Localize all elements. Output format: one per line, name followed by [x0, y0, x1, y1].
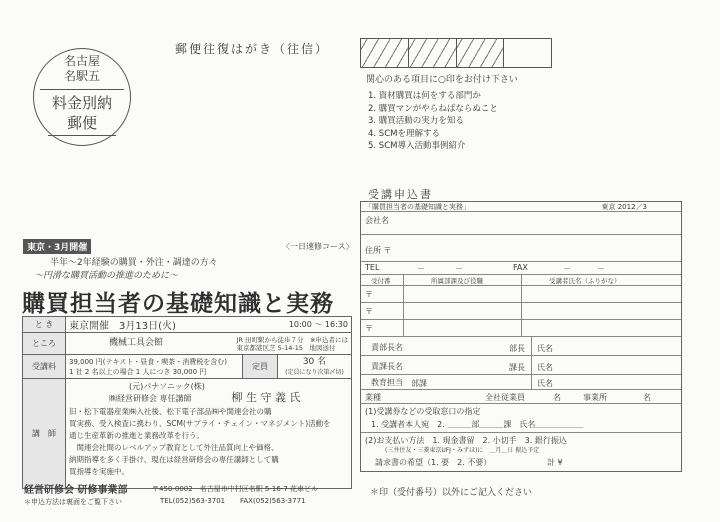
interest-item[interactable]: 4. SCMを理解する	[368, 128, 440, 139]
application-form	[360, 201, 682, 472]
fee-standard: 39,000 円(テキスト・昼食・喫茶・消費税を含む)	[69, 357, 228, 366]
phone-field[interactable]: TEL － － FAX － －	[361, 262, 681, 275]
apply-note: ＊申込方法は裏面をご覧下さい	[24, 498, 122, 506]
stamp-line1: 名古屋	[63, 54, 100, 68]
interest-item[interactable]: 5. SCM導入活動事例紹介	[368, 141, 466, 151]
capacity-note: (定員になり次第〆切)	[285, 368, 344, 376]
seminar-subtitle: 〜円滑な購買活動の推進のために〜	[34, 271, 179, 281]
organizer: 経営研修会 研修事業部	[24, 485, 128, 496]
capacity-label: 定員	[243, 355, 278, 379]
seminar-info-table	[22, 316, 352, 489]
place-note: 地図送付	[309, 344, 336, 352]
event-badge: 東京・3月開催	[23, 239, 91, 254]
date-label: と き	[23, 317, 66, 333]
course-type: 〈一日速修コース〉	[282, 242, 354, 251]
address-field[interactable]: 住所 〒	[361, 235, 681, 262]
postage-stamp	[33, 48, 131, 146]
stamp-line2: 名駅五	[63, 69, 100, 83]
interest-item[interactable]: 3. 購買活動の実力を知る	[368, 116, 464, 126]
lecturer-bio: 旧・松下電器産業㈱入社後、松下電子部品㈱や関連会社の購 買実務、受入検査に携わり、SCM(サプライ・チェイン・マネジメント)活動を 通じ生産革新の推進と業務改革を行う。 関連会社間のレベルアップ教育として外注品質向上や価格、 納期指導を多く手掛け、現在は経営研修会の専任講師として購 買指導を実施中。	[69, 407, 331, 476]
interest-item[interactable]: 1. 資材購買は何をする部門か	[368, 91, 481, 101]
attendee-row[interactable]: 〒	[361, 303, 681, 320]
lecturer-name: 柳 生 守 義 氏	[231, 391, 301, 404]
stamp-line4: 郵便	[66, 114, 97, 132]
interest-item[interactable]: 2. 購買マンがやらねばならぬこと	[368, 103, 498, 114]
tel-number: TEL(052)563-3701	[160, 497, 226, 505]
education-row[interactable]: 教育担当 部課 氏名	[361, 375, 681, 390]
capacity: 30 名	[302, 356, 327, 367]
col-name: 受講者氏名（ふりがな）	[549, 277, 621, 285]
attendee-row[interactable]: 〒	[361, 320, 681, 337]
fee-label: 受講料	[23, 355, 66, 379]
attendee-row[interactable]: 〒	[361, 286, 681, 303]
payment-row[interactable]: (2)お支払い方法 1. 現金書留 2. 小切手 3. 銀行振込 (三井住友・三菱東京UFJ・みずほ)に ＿月＿日 振込予定 請求書の希望（1. 要 2. 不要） 計 ¥	[365, 436, 567, 467]
col-dept: 所属部課及び役職	[431, 277, 483, 285]
fee-group: 1 社 2 名以上の場合 1 人につき 30,000 円	[69, 367, 207, 376]
postal-code-boxes[interactable]	[360, 38, 552, 68]
industry-row[interactable]: 業種 全社従業員 名 事業所 名	[361, 390, 681, 404]
lecturer-role: ㈱経営研修会 専任講師	[109, 394, 192, 403]
place-note: JR 田町駅から徒歩７分	[236, 336, 304, 344]
postcard-title: 郵便往復はがき（往信）	[175, 42, 330, 56]
seminar-place: 機械工具会館	[109, 338, 164, 348]
lecturer-label: 講 師	[23, 379, 66, 489]
seminar-title: 購買担当者の基礎知識と実務	[22, 291, 334, 317]
interest-list	[368, 90, 498, 153]
target-audience: 半年〜2年経験の購買・外注・調達の方々	[50, 258, 218, 268]
dept-head-row[interactable]: 責部長名 部長 氏名	[361, 337, 681, 356]
place-note: 東京都港区芝 5-14-15	[236, 344, 303, 352]
place-label: ところ	[23, 333, 66, 355]
organizer-address: 〒450-0002 名古屋市中村区名駅 5-16-7 花車ビル	[152, 485, 319, 493]
interest-prompt: 関心のある項目に○印をお付け下さい	[366, 75, 518, 85]
col-receipt: 受付番	[371, 277, 391, 285]
stamp-line3: 料金別納	[51, 94, 112, 112]
delivery-row[interactable]: (1)受講券などの受取窓口の指定 1. 受講者本人宛 2. ＿＿＿部＿＿＿課 氏名＿＿＿＿＿＿	[361, 404, 681, 433]
stamp-divider	[40, 89, 124, 90]
place-note: ※申込者には	[310, 336, 348, 344]
form-city: 東京 2012／3	[601, 203, 647, 211]
company-field[interactable]: 会社名	[361, 212, 681, 235]
section-head-row[interactable]: 責課長名 課長 氏名	[361, 356, 681, 375]
fax-number: FAX(052)563-3771	[240, 497, 306, 505]
seminar-date: 東京開催 3月13日(火)	[69, 321, 176, 332]
lecturer-org: (元)パナソニック(株)	[129, 382, 205, 391]
form-heading: 受講申込書	[368, 188, 433, 201]
form-footer-note: ＊印（受付番号）以外にご記入ください	[370, 488, 533, 498]
seminar-time: 10:00 〜 16:30	[288, 320, 348, 329]
form-course: 「購買担当者の基礎知識と実務」	[365, 203, 470, 211]
